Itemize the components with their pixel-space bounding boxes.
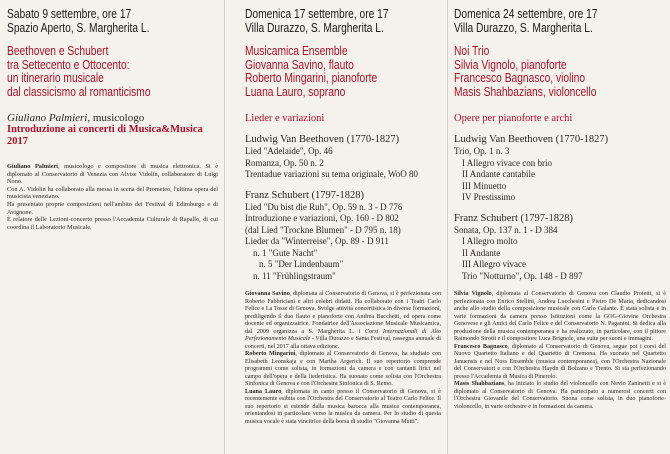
event-venue: Villa Durazzo, S. Margherita L.: [245, 21, 384, 35]
work: Romanza, Op. 50 n. 2: [245, 157, 324, 168]
column-concert-1: [224, 0, 447, 454]
work-sub: n. 5 "Der Lindenbaum": [259, 259, 344, 269]
performer: Masis Shahbazians, violoncello: [454, 84, 597, 99]
movement: I Allegro vivace con brio: [462, 157, 552, 168]
work: Trio, Op. 1 n. 3: [454, 146, 510, 156]
column-concert-2: [447, 0, 670, 454]
movement: III Allegro vivace: [462, 259, 526, 269]
work: Lied "Du bist die Ruh", Op. 59 n. 3 - D 776: [245, 201, 403, 212]
performer: Giovanna Savino, flauto: [245, 57, 354, 72]
lecturer: [7, 112, 218, 124]
program-section: Opere per pianoforte e archi: [454, 113, 573, 124]
title-line: un itinerario musicale: [7, 71, 104, 85]
bio-paragraph: Con A. Vidolin ha collaborato alla messa in scena del Prometeo, l'ultima opera del musicista veneziano.: [7, 185, 218, 201]
intro-title: Introduzione ai concerti di Musica&Musica 2017: [7, 124, 203, 147]
work-sub: n. 11 "Frühlingstraum": [253, 270, 336, 281]
bio-name: Roberto Mingarini: [245, 351, 296, 357]
bio-text: , diplomata in canto presso il Conservatorio di Genova, si è recentemente esibita con l'Orchestra del Conservatorio al Teatro Carlo Felice. Il suo repertorio si estende dalla musica barocca alla musica contemporanea, orientandosi in particolare verso la musica da camera. Per lo studio di questa musica vocale è stata vincitrice della borsa di studio "Giovanna Mutti".: [245, 388, 441, 425]
movement: III Minuetto: [462, 180, 507, 191]
bio-text: , ha iniziato lo studio del violoncello con Nevio Zaninetti e si è diplomato al Conservatorio di Genova. Ha partecipato a numerosi concerti con l'Orchestra Giovanile del Conservatorio. Suona come solista, in duo pianoforte-violoncello, in varie orchestre e in formazioni da camera.: [454, 381, 666, 410]
lecturer-bio: [7, 163, 218, 231]
composer: Ludwig Van Beethoven (1770-1827): [454, 134, 609, 145]
work: Sonata, Op. 137 n. 1 - D 384: [454, 224, 558, 235]
performer: Silvia Vignolo, pianoforte: [454, 57, 567, 72]
column-talk: [0, 0, 224, 454]
title-line: dal classicismo al romanticismo: [7, 84, 151, 99]
movement: II Andante: [462, 247, 501, 258]
bio-paragraph: [454, 344, 666, 382]
performers-bio: [454, 291, 666, 411]
movement: IV Prestissimo: [462, 192, 516, 202]
work: Introduzione e variazioni, Op. 160 - D 802: [245, 213, 399, 223]
composer: Franz Schubert (1797-1828): [245, 189, 364, 201]
composer: Ludwig Van Beethoven (1770-1827): [245, 134, 400, 145]
composer: Franz Schubert (1797-1828): [454, 212, 573, 224]
bio-text: , diplomata al Conservatorio di Genova, si è perfezionata con Roberto Fabbriciani e altri celebri didatti. Ha collaborato con i Teatri Carlo Felice e La Tosse di Genova. Svolge attività concertistica in diverse formazioni, prediligendo il duo flauto e pianoforte con Andrea Bacchetti, ed opera come docente ed organizzatrice. Fondatrice dell'Associazione Musicale Musicamica, dal 2009 organizza a S. Margherita L. i: [245, 291, 441, 335]
bio-name: Giuliano Palmieri: [7, 163, 59, 170]
bio-name: Giovanna Savino: [245, 291, 290, 297]
talk-title: [7, 45, 218, 99]
performer: Musicamica Ensemble: [245, 44, 348, 58]
performer: Noi Trio: [454, 44, 490, 58]
bio-text: , diplomata al Conservatorio di Genova con Claudio Proietti, si è perfezionata con Enrico Stellini, Andrea Lucchesini e Pietro De Maria, dedicandosi anche allo studio della composizione musicale con Carlo Galante. È stata solista e in varie formazioni da camera presso Istituzioni come la GOG-Giovine Orchestra Genovese e gli Amici del Carlo Felice e del Conservatorio N. Paganini. Si dedica alla produzione della musica contemporanea e ha realizzato, in particolare, con il pittore Raimondo Sirotti e il compositore Luca Brignole, una suite per suoni e immagini.: [454, 291, 666, 342]
bio-paragraph: È relatore delle Lezioni-concerto presso l'Accademia Culturale di Rapallo, di cui coordina il Laboratorio Musicale.: [7, 216, 218, 231]
event-date: Domenica 24 settembre, ore 17: [454, 7, 598, 21]
work: Lied "Adelaide", Op. 46: [245, 146, 333, 156]
bio-name: Masis Shahbazians: [454, 381, 505, 387]
work: (dal Lied "Trockne Blumen" - D 795 n. 18): [245, 224, 401, 235]
event-date: Domenica 17 settembre, ore 17: [245, 7, 389, 21]
bio-paragraph: [245, 389, 441, 427]
work: Lieder da "Winterreise", Op. 89 - D 911: [245, 236, 389, 246]
work: Trio "Notturno", Op. 148 - D 897: [462, 270, 583, 281]
program-section: Lieder e variazioni: [245, 113, 325, 124]
event-venue: Villa Durazzo, S. Margherita L.: [454, 21, 593, 35]
bio-name: Luana Lauro: [245, 388, 282, 395]
bio-italic: Corsi Internazionali di Alto Perfezionamento Musicale: [245, 328, 441, 342]
movement: I Allegro molto: [462, 236, 518, 246]
lecturer-name: Giuliano Palmieri,: [7, 112, 91, 124]
bio-text: , musicologo e compositore di musica elettronica. Si è diplomato al Conservatorio di Venezia con Alvise Vidolin, collaboratore di Luigi Nono.: [7, 163, 218, 186]
movement: II Andante cantabile: [462, 169, 535, 179]
performers: [245, 45, 441, 99]
title-line: Beethoven e Schubert: [7, 44, 109, 58]
bio-paragraph: Ha presentato proprie composizioni nell'ambito dei Festival di Edimburgo e di Avignone.: [7, 200, 218, 216]
bio-paragraph: [245, 291, 441, 351]
bio-paragraph: [454, 291, 666, 344]
performer: Luana Lauro, soprano: [245, 84, 346, 99]
performers: [454, 45, 666, 99]
event-venue: Spazio Aperto, S. Margherita L.: [7, 21, 150, 35]
lecturer-role: musicologo: [90, 112, 145, 124]
title-line: tra Settecento e Ottocento:: [7, 57, 130, 72]
work-sub: n. 1 "Gute Nacht": [253, 247, 318, 258]
bio-paragraph: [454, 381, 666, 411]
bio-name: Francesco Bagnasco: [454, 343, 508, 350]
performer: Roberto Mingarini, pianoforte: [245, 71, 378, 85]
bio-text: - Villa Durazzo e Santa Festival, rassegna annuale di concerti, nel 2017 alla ottava edizione.: [245, 336, 441, 350]
performers-bio: [245, 291, 441, 426]
event-date: Sabato 9 settembre, ore 17: [7, 7, 132, 21]
work: Trentadue variazioni su tema originale, WoO 80: [245, 169, 418, 179]
bio-paragraph: [7, 163, 218, 186]
bio-name: Silvia Vignolo: [454, 291, 492, 297]
performer: Francesco Bagnasco, violino: [454, 71, 586, 85]
bio-text: , diplomato al Conservatorio di Genova, ha studiato con Elisabeth Leonskaja e con Martha Argerich. Il suo repertorio comprende programmi come solista, in formazioni da camera e con cantanti lirici nel campo dell'opera e della liederistica. Ha suonato come solista con l'Orchestra Sinfonica di Genova e con l'Orchestra Sinfonica di S. Remo.: [245, 351, 441, 387]
bio-paragraph: [245, 351, 441, 389]
bio-text: , diplomato al Conservatorio di Genova, segue poi i corsi del Nuovo Quartetto Italiano e del Quartetto di Cremona. Ha suonato nel Quartetto Januensis e nel Noss Ensemble (musica contemporanea), con l'Orchestra Nazionale del Conservatori e con l'Orchestra Haydn di Bolzano e Trento. Si sta perfezionando presso l'Accademia di Musica di Pinerolo.: [454, 343, 667, 380]
